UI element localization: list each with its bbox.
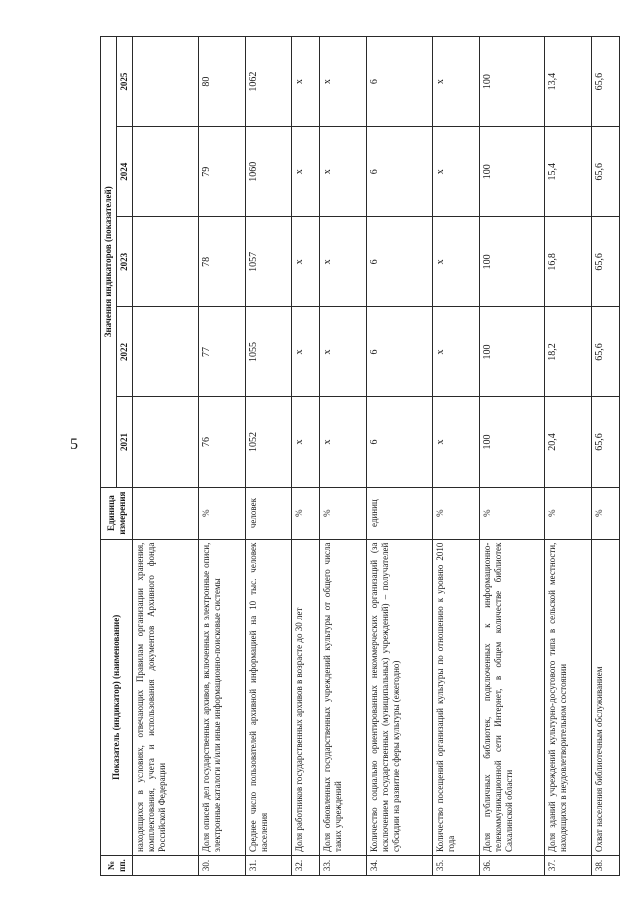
value-cell: 76	[198, 397, 245, 487]
value-cell: 1062	[245, 37, 292, 127]
header-year: 2022	[117, 307, 133, 397]
value-cell: 6	[366, 397, 432, 487]
indicators-table	[100, 36, 620, 876]
value-cell: 77	[198, 307, 245, 397]
table-row	[479, 37, 545, 876]
value-cell	[133, 127, 199, 217]
table-row	[432, 37, 479, 876]
value-cell	[133, 307, 199, 397]
header-unit: Единица измерения	[101, 487, 133, 539]
header-indicator: Показатель (индикатор) (наименование)	[101, 539, 133, 855]
indicator-name: Охват населения библиотечным обслуживанием	[592, 539, 620, 855]
value-cell: 6	[366, 307, 432, 397]
table-row	[133, 37, 199, 876]
indicator-name: Доля публичных библиотек, подключенных к информационно-телекоммуникационной сети Интернет, в общем количестве библиотек Сахалинской области	[479, 539, 545, 855]
value-cell: 100	[479, 397, 545, 487]
indicator-name: Доля работников государственных архивов в возрасте до 30 лет	[292, 539, 320, 855]
value-cell: 13,4	[545, 37, 592, 127]
value-cell: x	[432, 307, 479, 397]
row-number: 34.	[366, 855, 432, 875]
table-row	[592, 37, 620, 876]
value-cell: x	[292, 127, 320, 217]
unit-cell: %	[592, 487, 620, 539]
value-cell: x	[292, 307, 320, 397]
unit-cell: человек	[245, 487, 292, 539]
value-cell: x	[320, 37, 367, 127]
header-values-group: Значения индикаторов (показателей)	[101, 37, 117, 488]
table-header-row	[101, 37, 117, 876]
unit-cell: %	[198, 487, 245, 539]
row-number: 32.	[292, 855, 320, 875]
indicator-name: Количество посещений организаций культуры по отношению к уровню 2010 года	[432, 539, 479, 855]
value-cell: 6	[366, 37, 432, 127]
value-cell: 6	[366, 127, 432, 217]
indicator-name: Доля зданий учреждений культурно-досугового типа в сельской местности, находящихся в неудовлетворительном состоянии	[545, 539, 592, 855]
value-cell: x	[292, 37, 320, 127]
value-cell: 65,6	[592, 217, 620, 307]
value-cell: 100	[479, 127, 545, 217]
value-cell: x	[320, 127, 367, 217]
unit-cell: единиц	[366, 487, 432, 539]
value-cell: 100	[479, 37, 545, 127]
value-cell: 20,4	[545, 397, 592, 487]
value-cell: 65,6	[592, 127, 620, 217]
value-cell: 16,8	[545, 217, 592, 307]
table-row	[545, 37, 592, 876]
value-cell: 18,2	[545, 307, 592, 397]
value-cell: 80	[198, 37, 245, 127]
value-cell: x	[292, 217, 320, 307]
value-cell: x	[432, 397, 479, 487]
row-number: 33.	[320, 855, 367, 875]
row-number: 38.	[592, 855, 620, 875]
value-cell: x	[320, 217, 367, 307]
row-number: 30.	[198, 855, 245, 875]
header-year: 2024	[117, 127, 133, 217]
table-row	[198, 37, 245, 876]
value-cell: 1057	[245, 217, 292, 307]
value-cell: 65,6	[592, 307, 620, 397]
value-cell: 6	[366, 217, 432, 307]
row-number: 36.	[479, 855, 545, 875]
indicator-name: Среднее число пользователей архивной информацией на 10 тыс. человек населения	[245, 539, 292, 855]
unit-cell: %	[320, 487, 367, 539]
table-row	[366, 37, 432, 876]
row-number: 35.	[432, 855, 479, 875]
value-cell: x	[432, 127, 479, 217]
header-no: № пп.	[101, 855, 133, 875]
header-year: 2025	[117, 37, 133, 127]
table-row	[320, 37, 367, 876]
value-cell: 1055	[245, 307, 292, 397]
value-cell: 100	[479, 217, 545, 307]
indicator-name: Доля обновленных государственных учреждений культуры от общего числа таких учреждений	[320, 539, 367, 855]
header-year: 2021	[117, 397, 133, 487]
value-cell: 1060	[245, 127, 292, 217]
value-cell: 100	[479, 307, 545, 397]
value-cell: 65,6	[592, 397, 620, 487]
unit-cell	[133, 487, 199, 539]
value-cell: 79	[198, 127, 245, 217]
table-row	[245, 37, 292, 876]
row-number	[133, 855, 199, 875]
value-cell: 1052	[245, 397, 292, 487]
value-cell: x	[320, 397, 367, 487]
value-cell	[133, 37, 199, 127]
unit-cell: %	[292, 487, 320, 539]
value-cell: x	[432, 37, 479, 127]
value-cell: x	[320, 307, 367, 397]
unit-cell: %	[479, 487, 545, 539]
unit-cell: %	[545, 487, 592, 539]
value-cell: 78	[198, 217, 245, 307]
value-cell: x	[432, 217, 479, 307]
indicator-name: Количество социально ориентированных некоммерческих организаций (за исключением государственных (муниципальных) учреждений) – получателей субсидии на развитие сферы культуры (ежегодно)	[366, 539, 432, 855]
value-cell: x	[292, 397, 320, 487]
header-year: 2023	[117, 217, 133, 307]
rotated-table-container	[100, 36, 620, 876]
indicator-name: Доля описей дел государственных архивов, включенных в электронные описи, электронные каталоги и/или иные информационно-поисковые системы	[198, 539, 245, 855]
row-number: 31.	[245, 855, 292, 875]
row-number: 37.	[545, 855, 592, 875]
page-number: 5	[70, 436, 78, 453]
value-cell	[133, 217, 199, 307]
unit-cell: %	[432, 487, 479, 539]
table-row	[292, 37, 320, 876]
value-cell: 65,6	[592, 37, 620, 127]
indicator-name: находящихся в условиях, отвечающих Правилам организации хранения, комплектования, учета и использования документов Архивного фонда Российской Федерации	[133, 539, 199, 855]
value-cell: 15,4	[545, 127, 592, 217]
value-cell	[133, 397, 199, 487]
